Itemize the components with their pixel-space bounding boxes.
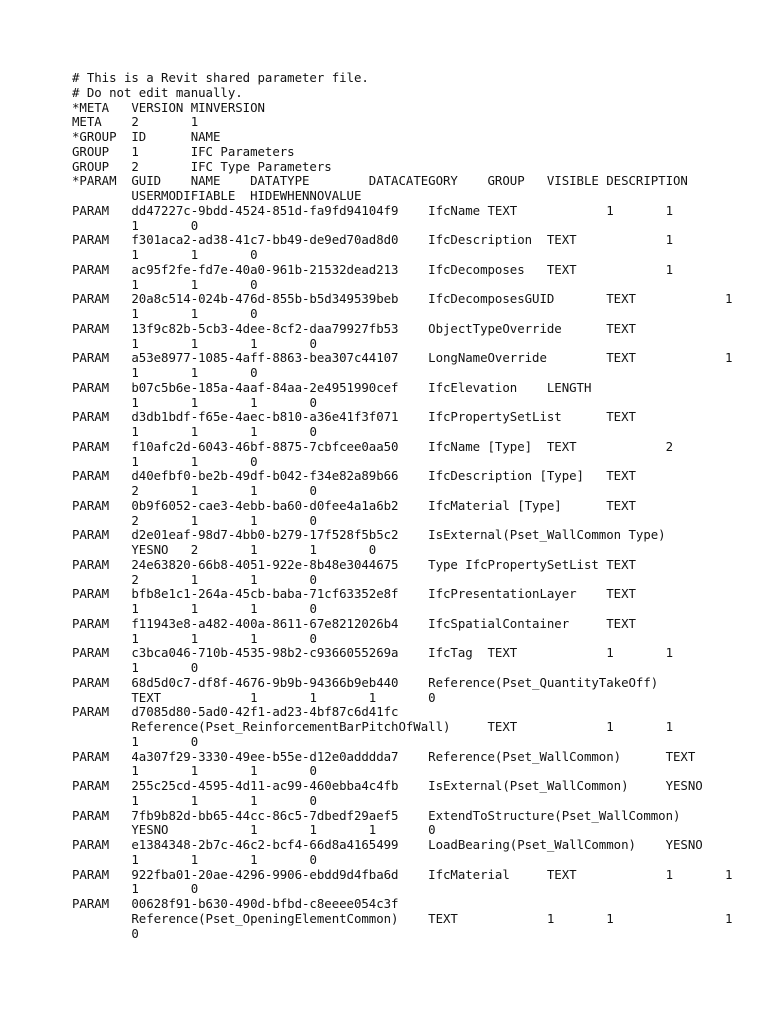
text-line: 2 1 1 0 [72,483,317,498]
text-line: GROUP 2 IFC Type Parameters [72,158,332,174]
text-line: 1 1 0 [72,276,258,292]
text-line: 2 1 1 0 [72,512,317,528]
text-line: PARAM 7fb9b82d-bb65-44cc-86c5-7dbedf29aef5 ExtendToStructure(Pset_WallCommon) [72,807,681,823]
text-line: PARAM 13f9c82b-5cb3-4dee-8cf2-daa79927fb53 ObjectTypeOverride TEXT [72,320,636,336]
text-line: 1 0 [72,217,199,233]
text-line: 1 1 1 0 [72,424,317,439]
text-line: PARAM d40efbf0-be2b-49df-b042-f34e82a89b66 IfcDescription [Type] TEXT [72,468,636,484]
text-line: *GROUP ID NAME [72,129,221,144]
text-line: # Do not edit manually. [72,84,243,100]
text-line: 1 1 0 [72,247,258,262]
text-line: 1 1 1 0 [72,601,317,616]
text-line: 1 0 [72,881,199,897]
text-line: 1 1 1 0 [72,394,317,410]
text-line: PARAM a53e8977-1085-4aff-8863-bea307c44107 LongNameOverride TEXT 1 [72,350,733,366]
text-line: PARAM d3db1bdf-f65e-4aec-b810-a36e41f3f071 IfcPropertySetList TEXT [72,409,636,425]
text-line: PARAM bfb8e1c1-264a-45cb-baba-71cf63352e8f IfcPresentationLayer TEXT [72,586,636,602]
text-line: 1 1 0 [72,453,258,469]
text-line: PARAM 4a307f29-3330-49ee-b55e-d12e0adddda7 Reference(Pset_WallCommon) TEXT [72,748,696,764]
text-line: PARAM 20a8c514-024b-476d-855b-b5d349539beb IfcDecomposesGUID TEXT 1 [72,291,733,307]
text-line: 1 0 [72,733,199,749]
text-line: PARAM c3bca046-710b-4535-98b2-c9366055269a IfcTag TEXT 1 1 [72,645,674,661]
text-line: 1 1 0 [72,365,258,380]
text-line: # This is a Revit shared parameter file. [72,70,369,85]
text-line: *PARAM GUID NAME DATATYPE DATACATEGORY GROUP VISIBLE DESCRIPTION [72,173,688,189]
text-line: PARAM dd47227c-9bdd-4524-851d-fa9fd94104f9 IfcName TEXT 1 1 [72,202,674,218]
text-line: PARAM f301aca2-ad38-41c7-bb49-de9ed70ad8d0 IfcDescription TEXT 1 [72,232,674,248]
text-line: PARAM 68d5d0c7-df8f-4676-9b9b-94366b9eb440 Reference(Pset_QuantityTakeOff) [72,674,659,690]
text-line: PARAM 255c25cd-4595-4d11-ac99-460ebba4c4fb IsExternal(Pset_WallCommon) YESNO [72,778,703,793]
text-line: PARAM 922fba01-20ae-4296-9906-ebdd9d4fba6d IfcMaterial TEXT 1 1 [72,866,733,882]
text-line: 1 1 1 0 [72,630,317,646]
text-line: PARAM b07c5b6e-185a-4aaf-84aa-2e4951990cef IfcElevation LENGTH [72,379,592,395]
text-line: 1 1 1 0 [72,335,317,351]
text-line: 1 1 1 0 [72,763,317,779]
text-line: YESNO 1 1 1 0 [72,822,436,838]
text-line: PARAM f11943e8-a482-400a-8611-67e8212026b4 IfcSpatialContainer TEXT [72,615,636,631]
text-line: 1 1 1 0 [72,851,317,867]
text-line: 2 1 1 0 [72,571,317,587]
text-line: USERMODIFIABLE HIDEWHENNOVALUE [72,188,362,203]
text-line: 1 1 1 0 [72,792,317,808]
text-line: TEXT 1 1 1 0 [72,689,436,705]
text-line: PARAM f10afc2d-6043-46bf-8875-7cbfcee0aa50 IfcName [Type] TEXT 2 [72,438,674,454]
text-line: 1 1 0 [72,306,258,321]
text-line: PARAM d7085d80-5ad0-42f1-ad23-4bf87c6d41fc [72,704,399,720]
text-line: META 2 1 [72,114,199,130]
text-line: PARAM d2e01eaf-98d7-4bb0-b279-17f528f5b5c2 IsExternal(Pset_WallCommon Type) [72,527,666,543]
text-line: YESNO 2 1 1 0 [72,542,377,557]
text-line: PARAM 00628f91-b630-490d-bfbd-c8eeee054c3f [72,896,399,911]
text-line: PARAM 24e63820-66b8-4051-922e-8b48e3044675 Type IfcPropertySetList TEXT [72,556,636,572]
text-line: Reference(Pset_ReinforcementBarPitchOfWall) TEXT 1 1 [72,719,674,734]
text-line: PARAM ac95f2fe-fd7e-40a0-961b-21532dead213 IfcDecomposes TEXT 1 [72,261,674,277]
text-line: Reference(Pset_OpeningElementCommon) TEXT 1 1 1 [72,910,733,926]
text-line: GROUP 1 IFC Parameters [72,143,295,159]
text-line: 1 0 [72,660,199,675]
text-line: 0 [72,925,139,941]
shared-parameter-file-text [72,71,762,941]
text-line: *META VERSION MINVERSION [72,99,265,115]
text-line: PARAM e1384348-2b7c-46c2-bcf4-66d8a4165499 LoadBearing(Pset_WallCommon) YESNO [72,837,703,852]
text-line: PARAM 0b9f6052-cae3-4ebb-ba60-d0fee4a1a6b2 IfcMaterial [Type] TEXT [72,497,636,513]
